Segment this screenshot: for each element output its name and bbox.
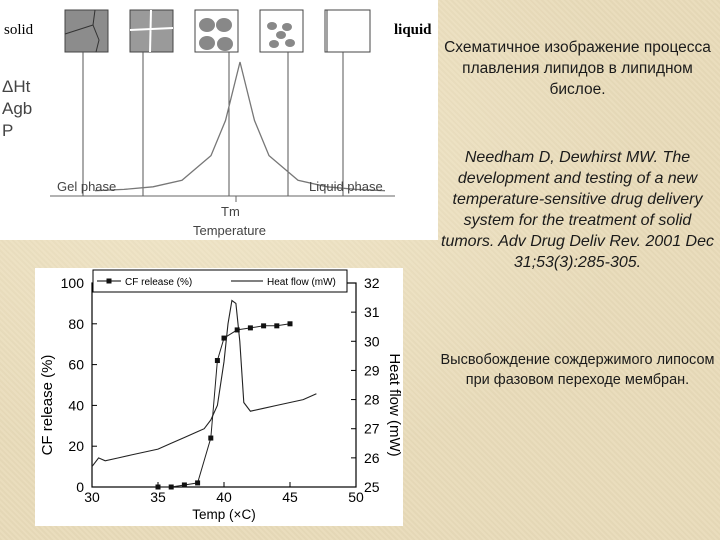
liquid-phase-label: Liquid phase (309, 179, 383, 194)
y-quantity-dh: ΔHt (2, 77, 31, 96)
y2-tick-label: 25 (364, 479, 380, 495)
x-tick-label: 30 (84, 489, 100, 505)
cf-release-point (195, 480, 200, 485)
y2-tick-label: 29 (364, 362, 380, 379)
y-quantity-a: Agb (2, 99, 33, 118)
legend-cf-label: CF release (%) (125, 277, 193, 288)
y2-tick-label: 32 (364, 275, 380, 291)
y-tick-label: 20 (68, 438, 84, 455)
cf-release-point (215, 358, 220, 363)
y-tick-label: 60 (68, 356, 84, 373)
liquid-label: liquid (394, 22, 432, 38)
solid-label: solid (4, 22, 34, 38)
cf-release-point (182, 482, 187, 487)
x-tick-label: 50 (348, 489, 364, 505)
stage-box-cracked (130, 10, 173, 52)
description-text: Высвобождение сождержимого липосом при фазовом переходе мембран. (440, 352, 715, 388)
y-tick-label: 0 (76, 479, 84, 495)
cf-release-point (288, 321, 293, 326)
stage-box-liquid (327, 10, 370, 52)
x-tick-label: 40 (216, 489, 232, 505)
y2-tick-label: 27 (364, 420, 380, 437)
caption-text: Схематичное изображение процесса плавления липидов в липидном бислое. (444, 39, 711, 98)
stage-box-grains (195, 10, 238, 52)
cf-release-point (261, 323, 266, 328)
y2-tick-label: 26 (364, 449, 380, 466)
x-tick-label: 35 (150, 489, 166, 505)
release-chart (35, 268, 403, 526)
cf-release-point (156, 485, 161, 490)
legend-hf-label: Heat flow (mW) (267, 277, 336, 288)
tm-label: Tm (221, 204, 240, 219)
cf-release-point (248, 325, 253, 330)
y-tick-label: 80 (68, 315, 84, 332)
cf-release-point (208, 436, 213, 441)
stage-box-solid (65, 10, 108, 52)
y2-tick-label: 28 (364, 391, 380, 408)
temperature-label: Temperature (193, 223, 266, 238)
legend-cf-marker (107, 279, 112, 284)
y-quantity-p: P (2, 121, 14, 140)
y-tick-label: 100 (60, 275, 84, 291)
stage-box-islands (260, 10, 303, 52)
melting-peak-curve (95, 62, 385, 191)
y-axis-label: CF release (%) (39, 354, 56, 456)
cf-release-point (235, 327, 240, 332)
gel-phase-label: Gel phase (57, 179, 117, 194)
cf-release-line (158, 324, 290, 487)
y2-tick-label: 31 (364, 304, 380, 321)
cf-release-point (222, 336, 227, 341)
y-tick-label: 40 (68, 397, 84, 414)
cf-release-point (274, 323, 279, 328)
reference-citation: Needham D, Dewhirst MW. The development and testing of a new temperature-sensitive drug delivery system for the treatment of solid tumors. Adv Drug Deliv Rev. 2001 Dec 31;53(3):285-305. (441, 149, 714, 271)
cf-release-point (169, 485, 174, 490)
schematic-figure (0, 0, 438, 240)
y2-tick-label: 30 (364, 333, 380, 350)
x-axis-label: Temp (×C) (192, 507, 256, 522)
x-tick-label: 45 (282, 489, 298, 505)
heat-flow-line (92, 301, 316, 467)
y2-axis-label: Heat flow (mW) (386, 353, 403, 457)
plot-frame (92, 283, 356, 487)
